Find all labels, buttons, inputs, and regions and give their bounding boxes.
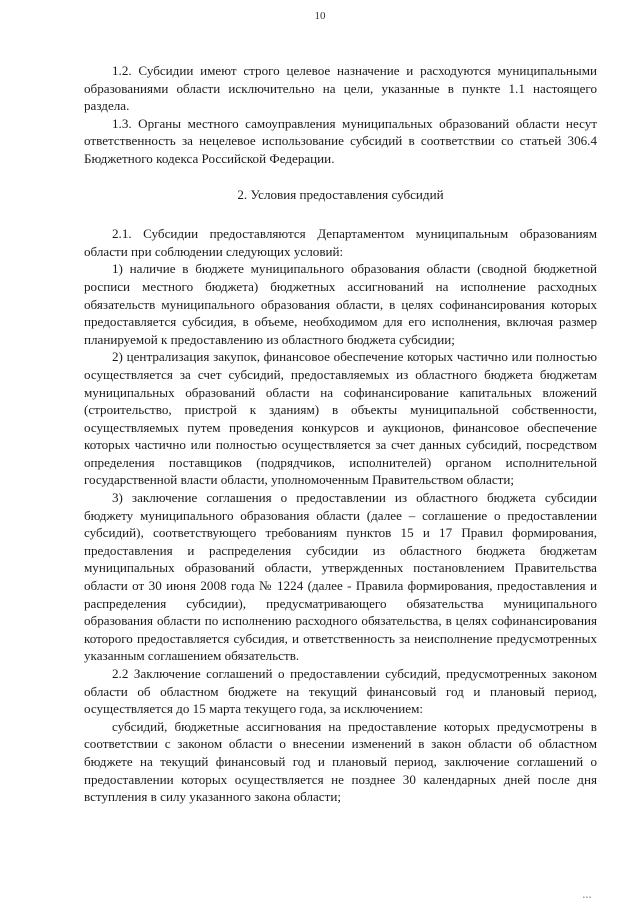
scan-corner-mark: ▪▪▪: [582, 895, 592, 901]
section-heading: 2. Условия предоставления субсидий: [237, 186, 444, 202]
paragraph-2-2: 2.2 Заключение соглашений о предоставлении субсидий, предусмотренных законом области об областном бюджете на текущий финансовый год и плановый период, осуществляется до 15 марта текущего года, за исключением:: [84, 666, 597, 717]
paragraph-2-1: 2.1. Субсидии предоставляются Департаментом муниципальным образованиям области при соблюдении следующих условий:: [84, 226, 597, 259]
condition-2: 2) централизация закупок, финансовое обеспечение которых частично или полностью осуществляется за счет субсидий, предоставляемых из областного бюджета бюджетам муниципальных образований области на софинансирование капитальных вложений (строительство, пристрой к зданиям) в объекты муниципальной собственности, осуществляемых путем проведения конкурсов и аукционов, финансовое обеспечение которых частично или полностью осуществляется за счет данных субсидий, посредством определения поставщиков (подрядчиков, исполнителей) органом исполнительной государственной власти области, уполномоченным Правительством области;: [84, 349, 597, 488]
condition-3: 3) заключение соглашения о предоставлении из областного бюджета субсидии бюджету муниципального образования области (далее – соглашение о предоставлении субсидий), соответствующего требованиям пунктов 15 и 17 Правил формирования, предоставления и распределения субсидии из областного бюджета бюджетам муниципальных образований области, утвержденных постановлением Правительства области от 30 июня 2008 года № 1224 (далее - Правила формирования, предоставления и распределения субсидии), предусматривающего обязательства муниципального образования области по исполнению расходного обязательства, в целях софинансирования которого предоставляется субсидия, и ответственность за неисполнение предусмотренных указанным соглашением обязательств.: [84, 490, 597, 664]
condition-1: 1) наличие в бюджете муниципального образования области (сводной бюджетной росписи местного бюджета) бюджетных ассигнований на исполнение расходных обязательств муниципального образования области, в целях софинансирования которых предоставляется субсидия, в объеме, необходимом для его исполнения, включая размер планируемой к предоставлению из областного бюджета субсидии;: [84, 261, 597, 347]
paragraph-1-3: 1.3. Органы местного самоуправления муниципальных образований области несут ответственность за нецелевое использование субсидий в соответствии со статьей 306.4 Бюджетного кодекса Российской Федерации.: [84, 115, 597, 166]
document-body: [84, 62, 597, 806]
exception-subsidies: субсидий, бюджетные ассигнования на предоставление которых предусмотрены в соответствии с законом области о внесении изменений в закон области об областном бюджете на текущий финансовый год и плановый период, заключение соглашений о предоставлении которых осуществляется не позднее 30 календарных дней после дня вступления в силу указанного закона области;: [84, 718, 597, 805]
paragraph-1-2: 1.2. Субсидии имеют строго целевое назначение и расходуются муниципальными образованиями области исключительно на цели, указанные в пункте 1.1 настоящего раздела.: [84, 63, 597, 114]
page-number: 10: [314, 10, 326, 22]
